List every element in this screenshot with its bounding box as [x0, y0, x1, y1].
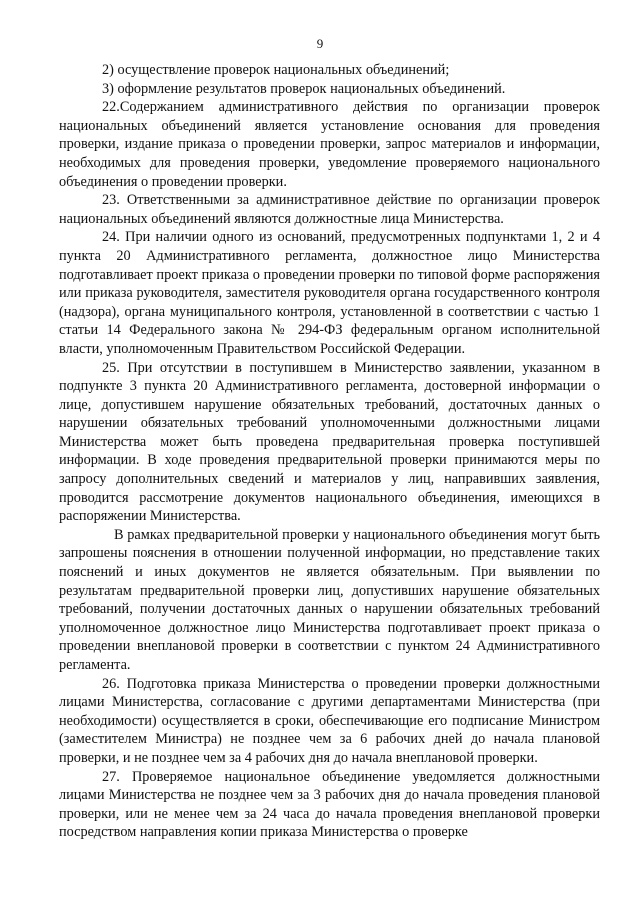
paragraph-24: 24. При наличии одного из оснований, предусмотренных подпунктами 1, 2 и 4 пункта 20 Административного регламента, должностное лицо Министерства подготавливает проект приказа о проведении проверки по типовой форме распоряжения или приказа руководителя, заместителя руководителя органа государственного контроля (надзора), органа муниципального контроля, установленной в соответствии с частью 1 статьи 14 Федерального закона № 294-ФЗ федеральным органом исполнительной власти, уполномоченным Правительством Российской Федерации.	[59, 229, 600, 357]
paragraph-27: 27. Проверяемое национальное объединение уведомляется должностными лицами Министерства не позднее чем за 3 рабочих дня до начала проведения плановой проверки, или не менее чем за 24 часа до начала проведения внеплановой проверки посредством направления копии приказа Министерства о проверке	[59, 768, 600, 841]
page-number: 9	[316, 36, 324, 51]
document-body	[59, 61, 600, 842]
paragraph-26: 26. Подготовка приказа Министерства о проведении проверки должностными лицами Министерства, согласование с другими департаментами Министерства (при необходимости) осуществляется в сроки, обеспечивающие его подписание Министром (заместителем Министра) не позднее чем за 6 рабочих дней до начала плановой проверки, и не позднее чем за 4 рабочих дня до начала внеплановой проверки.	[59, 675, 600, 766]
list-item-2: 2) осуществление проверок национальных объединений;	[102, 62, 450, 78]
paragraph-25: 25. При отсутствии в поступившем в Министерство заявлении, указанном в подпункте 3 пункта 20 Административного регламента, достоверной информации о лице, допустившем нарушение обязательных требований, достаточных данных о нарушении обязательных требований уполномоченными должностными лицами Министерства может быть проведена предварительная проверка поступившей информации. В ходе проведения предварительной проверки принимаются меры по запросу дополнительных сведений и материалов у лиц, направивших заявления, проводится рассмотрение документов национального объединения, имеющихся в распоряжении Министерства.	[59, 359, 600, 525]
paragraph-23: 23. Ответственными за административное действие по организации проверок национальных объединений являются должностные лица Министерства.	[59, 192, 600, 227]
list-item-3: 3) оформление результатов проверок национальных объединений.	[102, 80, 506, 97]
paragraph-22: 22.Содержанием административного действия по организации проверок национальных объединений является установление основания для проведения проверки, издание приказа о проведении проверки, запрос материалов и информации, необходимых для проведения проверки, уведомление проверяемого национального объединения о проведении проверки.	[59, 99, 600, 190]
paragraph-preliminary-check: В рамках предварительной проверки у национального объединения могут быть запрошены пояснения в отношении полученной информации, но представление таких пояснений и иных документов не является обязательным. При выявлении по результатам предварительной проверки лиц, допустивших нарушение обязательных требований, получении достаточных данных о нарушении обязательных требований уполномоченное должностное лицо Министерства подготавливает проект приказа о проведении внеплановой проверки в соответствии с пунктом 24 Административного регламента.	[59, 526, 600, 673]
